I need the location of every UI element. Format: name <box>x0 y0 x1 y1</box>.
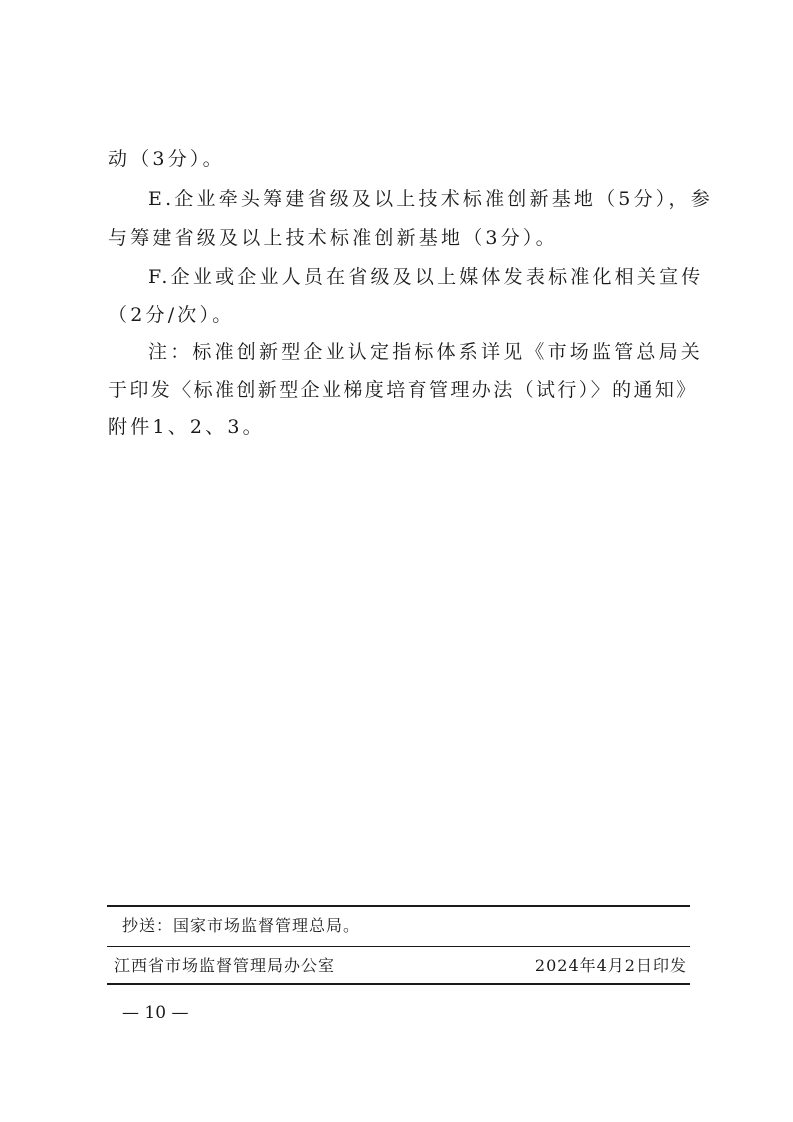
issue-date: 2024年4月2日印发 <box>534 956 687 975</box>
footer-rule-top <box>107 905 690 907</box>
footer-rule-bottom <box>107 983 690 985</box>
note-line-3: 附件1、2、3。 <box>108 416 265 438</box>
page-number: — 10 — <box>122 1003 189 1023</box>
cc-line: 抄送：国家市场监督管理总局。 <box>122 916 361 935</box>
note-line-1: 注：标准创新型企业认定指标体系详见《市场监管总局关 <box>148 341 704 363</box>
note-line-2: 于印发〈标准创新型企业梯度培育管理办法（试行）〉的通知》 <box>108 379 698 401</box>
body-line-item-e: E.企业牵头筹建省级及以上技术标准创新基地（5分），参 <box>148 188 713 210</box>
footer-rule-middle <box>107 946 690 947</box>
body-line-item-f: F.企业或企业人员在省级及以上媒体发表标准化相关宣传 <box>148 266 704 288</box>
body-line-1: 动（3分）。 <box>108 148 225 170</box>
body-line-5: （2分/次）。 <box>108 304 235 326</box>
body-line-3: 与筹建省级及以上技术标准创新基地（3分）。 <box>108 227 558 249</box>
issuing-office: 江西省市场监督管理局办公室 <box>114 956 336 975</box>
